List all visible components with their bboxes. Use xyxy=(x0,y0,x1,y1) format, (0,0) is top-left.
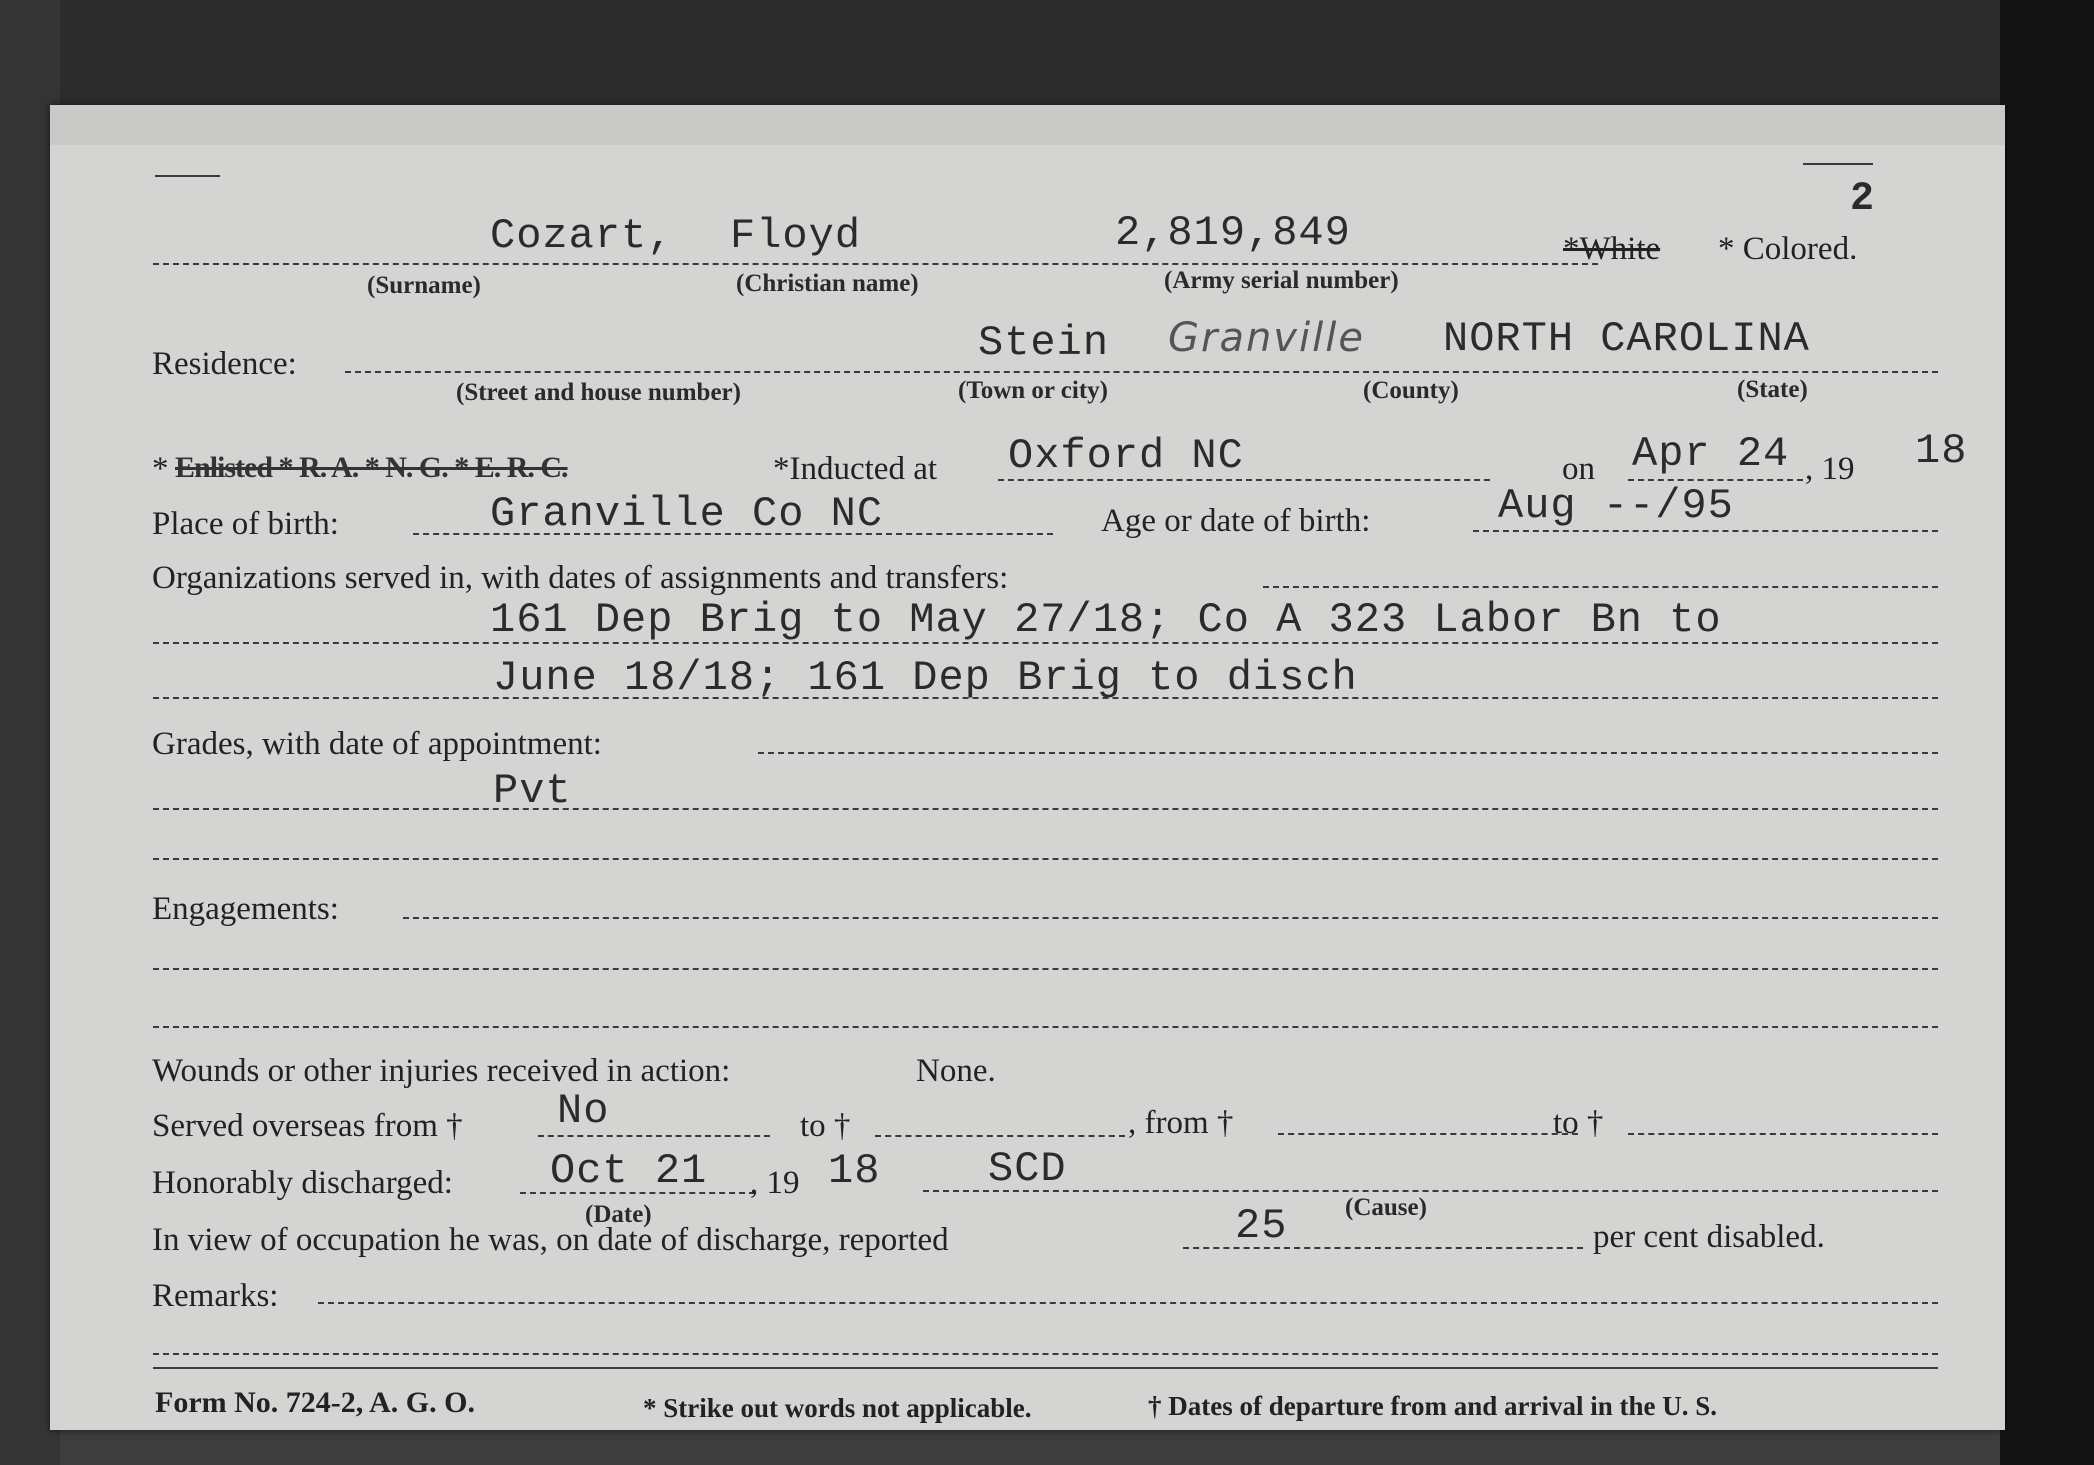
overseas-to2-line xyxy=(1628,1133,1938,1135)
residence-state: NORTH CAROLINA xyxy=(1443,315,1810,363)
place-of-birth-value: Granville Co NC xyxy=(490,490,884,538)
induction-date-line xyxy=(1628,479,1803,481)
street-caption: (Street and house number) xyxy=(456,379,741,406)
induction-place: Oxford NC xyxy=(1008,432,1244,480)
date-of-birth-line xyxy=(1473,530,1938,532)
overseas-from2-line xyxy=(1278,1133,1578,1135)
overseas-to-line xyxy=(875,1135,1125,1137)
residence-town: Stein xyxy=(978,319,1110,367)
remarks-line2 xyxy=(153,1353,1938,1355)
corner-mark-right xyxy=(1803,163,1873,165)
disability-suffix: per cent disabled. xyxy=(1593,1219,1825,1255)
dark-background-top xyxy=(0,0,2094,120)
name-line xyxy=(153,263,1598,265)
residence-line xyxy=(345,371,1938,373)
inducted-at-label: *Inducted at xyxy=(773,451,938,487)
card-top-strip xyxy=(50,105,2005,145)
county-caption: (County) xyxy=(1363,377,1459,404)
place-of-birth-line xyxy=(413,533,1053,535)
grades-label-line xyxy=(758,752,1938,754)
date-caption: (Date) xyxy=(585,1201,652,1228)
surname-caption: (Surname) xyxy=(367,272,481,299)
form-number: Form No. 724-2, A. G. O. xyxy=(155,1386,475,1419)
disability-line xyxy=(1183,1247,1583,1249)
engagements-line2 xyxy=(153,1026,1938,1028)
cause-caption: (Cause) xyxy=(1345,1194,1427,1221)
age-label: Age or date of birth: xyxy=(1101,503,1371,539)
discharge-date-line xyxy=(520,1192,755,1194)
induction-place-line xyxy=(998,479,1490,481)
strike-out-note: * Strike out words not applicable. xyxy=(643,1393,1032,1423)
overseas-to2-label: to † xyxy=(1553,1105,1604,1141)
discharge-cause-line xyxy=(923,1190,1938,1192)
induction-year: 18 xyxy=(1915,427,1968,475)
engagements-label: Engagements: xyxy=(152,891,339,927)
grades-line2 xyxy=(153,858,1938,860)
discharge-label: Honorably discharged: xyxy=(152,1165,453,1201)
overseas-from2-label: , from † xyxy=(1128,1105,1234,1141)
wounds-value: None. xyxy=(916,1053,996,1089)
dark-background-right xyxy=(2000,0,2094,1465)
service-record-card xyxy=(50,105,2005,1430)
card-number: 2 xyxy=(1850,177,1876,222)
discharge-date: Oct 21 xyxy=(550,1147,708,1195)
organizations-line1: 161 Dep Brig to May 27/18; Co A 323 Labor Bn to xyxy=(490,596,1722,644)
grades-label: Grades, with date of appointment: xyxy=(152,726,602,762)
footer-rule xyxy=(153,1367,1938,1369)
organizations-line1-rule xyxy=(153,642,1938,644)
overseas-to-label: to † xyxy=(800,1108,851,1144)
induction-year-prefix: , 19 xyxy=(1805,451,1855,487)
place-of-birth-label: Place of birth: xyxy=(152,506,339,542)
town-caption: (Town or city) xyxy=(958,377,1108,404)
induction-prefix: * xyxy=(152,451,169,487)
discharge-year: 18 xyxy=(828,1147,881,1195)
induction-date: Apr 24 xyxy=(1632,430,1790,478)
christian-name-value: Floyd xyxy=(730,212,862,260)
christian-name-caption: (Christian name) xyxy=(736,270,919,297)
grades-line1 xyxy=(153,808,1938,810)
corner-mark-left xyxy=(155,175,220,177)
induction-on-label: on xyxy=(1562,451,1595,487)
discharge-cause: SCD xyxy=(988,1145,1067,1193)
surname-value: Cozart, xyxy=(490,212,674,260)
engagements-line0 xyxy=(403,917,1938,919)
engagements-line1 xyxy=(153,968,1938,970)
disability-label: In view of occupation he was, on date of discharge, reported xyxy=(152,1222,949,1258)
residence-county-handwritten: Granville xyxy=(1168,315,1365,361)
wounds-label: Wounds or other injuries received in action: xyxy=(152,1053,731,1089)
date-of-birth-value: Aug --/95 xyxy=(1498,482,1734,530)
race-colored: * Colored. xyxy=(1718,231,1858,267)
grades-value: Pvt xyxy=(493,767,572,815)
overseas-from-value: No xyxy=(557,1087,610,1135)
organizations-line2-rule xyxy=(153,697,1938,699)
remarks-line1 xyxy=(318,1302,1938,1304)
state-caption: (State) xyxy=(1737,376,1808,403)
serial-caption: (Army serial number) xyxy=(1164,267,1399,294)
organizations-label: Organizations served in, with dates of assignments and transfers: xyxy=(152,560,1009,596)
disability-value: 25 xyxy=(1235,1202,1288,1250)
remarks-label: Remarks: xyxy=(152,1278,279,1314)
discharge-year-prefix: , 19 xyxy=(750,1165,800,1201)
overseas-from-label: Served overseas from † xyxy=(152,1108,463,1144)
serial-number-value: 2,819,849 xyxy=(1115,209,1351,257)
residence-label: Residence: xyxy=(152,346,297,382)
race-white-struck: *White xyxy=(1563,231,1661,267)
organizations-line2: June 18/18; 161 Dep Brig to disch xyxy=(493,654,1358,702)
organizations-label-line xyxy=(1263,586,1938,588)
enlisted-struck-text: Enlisted * R. A. * N. G. * E. R. C. xyxy=(175,453,568,483)
dates-note: † Dates of departure from and arrival in the U. S. xyxy=(1148,1391,1717,1421)
overseas-from-line xyxy=(538,1135,770,1137)
